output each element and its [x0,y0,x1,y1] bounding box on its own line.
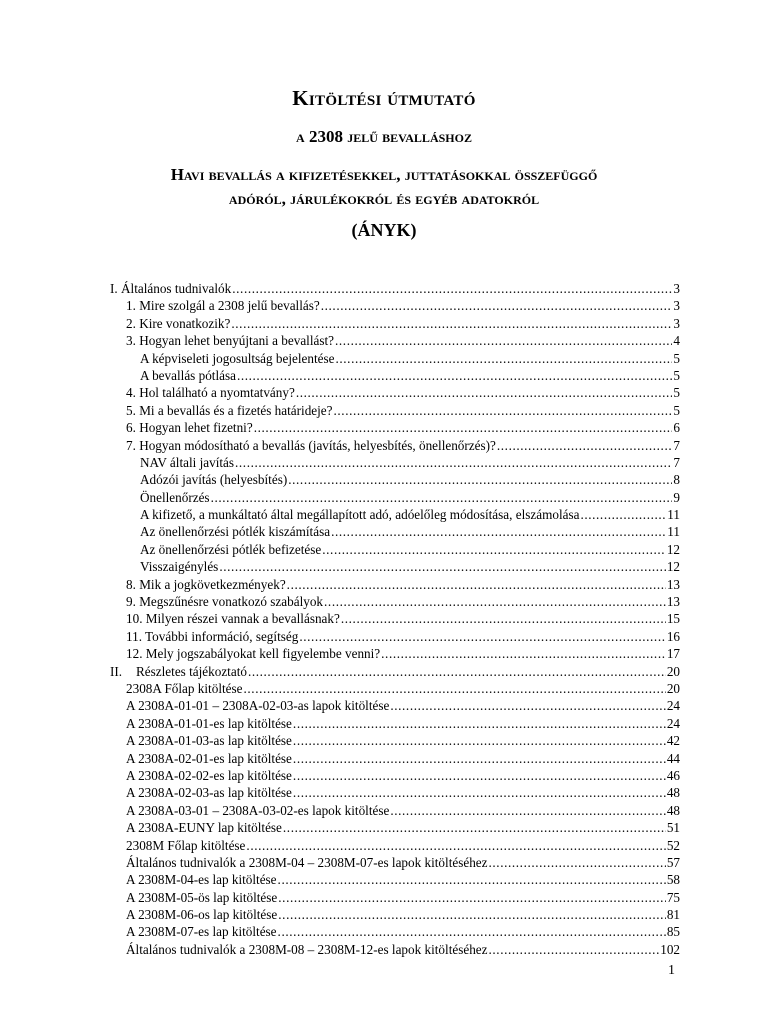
toc-entry-label: 8. Mik a jogkövetkezmények? [126,576,286,592]
toc-dot-leader [244,680,666,697]
toc-entry-page: 8 [673,472,680,488]
toc-entry-label: 2. Kire vonatkozik? [126,315,231,331]
toc-entry[interactable] [110,923,680,940]
toc-entry-label: 4. Hol található a nyomtatvány? [126,385,295,401]
toc-dot-leader [278,923,666,940]
toc-entry[interactable] [110,871,680,888]
toc-dot-leader [335,332,672,349]
toc-entry[interactable] [110,854,680,871]
toc-dot-leader [331,523,666,540]
toc-entry[interactable] [110,750,680,767]
toc-entry[interactable] [110,715,680,732]
toc-dot-leader [219,558,665,575]
toc-entry-label: A 2308M-04-es lap kitöltése [126,872,277,888]
toc-entry-page: 48 [666,802,680,818]
toc-entry-page: 12 [666,541,680,557]
toc-entry[interactable] [110,350,680,367]
toc-dot-leader [335,350,672,367]
toc-entry-label: A 2308A-EUNY lap kitöltése [126,820,282,836]
toc-entry-label: Részletes tájékoztató [136,663,247,679]
toc-dot-leader [580,506,666,523]
toc-entry-page: 42 [666,733,680,749]
toc-entry[interactable] [110,315,680,332]
toc-entry-page: 3 [673,315,680,331]
toc-entry-page: 57 [666,854,680,870]
toc-entry-label: 12. Mely jogszabályokat kell figyelembe venni? [126,646,381,662]
toc-entry-label: Általános tudnivalók a 2308M-08 – 2308M-12-es lapok kitöltéséhez [126,941,488,957]
toc-dot-leader [293,732,666,749]
toc-dot-leader [287,576,666,593]
toc-entry-label: A 2308M-07-es lap kitöltése [126,924,277,940]
toc-entry-page: 17 [666,646,680,662]
toc-dot-leader [232,280,672,297]
toc-entry-page: 13 [666,594,680,610]
toc-dot-leader [278,871,666,888]
toc-entry-label: NAV általi javítás [140,454,235,470]
toc-entry-page: 51 [666,820,680,836]
toc-entry[interactable] [110,680,680,697]
toc-dot-leader [324,593,666,610]
toc-entry-label: A 2308A-01-01 – 2308A-02-03-as lapok kitöltése [126,698,390,714]
toc-dot-leader [278,889,666,906]
toc-entry-label: 2308A Főlap kitöltése [126,680,243,696]
toc-dot-leader [293,767,666,784]
toc-entry-label: A 2308M-06-os lap kitöltése [126,907,278,923]
toc-entry[interactable] [110,732,680,749]
toc-entry-label: A 2308A-01-03-as lap kitöltése [126,733,292,749]
toc-entry[interactable] [110,576,680,593]
toc-entry-page: 5 [673,385,680,401]
toc-entry-page: 3 [673,298,680,314]
toc-entry-page: 15 [666,611,680,627]
toc-entry[interactable] [110,663,680,680]
toc-entry-page: 9 [673,489,680,505]
toc-entry[interactable] [110,837,680,854]
page-number: 1 [668,963,675,978]
toc-dot-leader [390,697,665,714]
toc-entry-label: Általános tudnivalók [121,281,232,296]
toc-entry[interactable] [110,384,680,401]
toc-entry-page: 20 [666,680,680,696]
toc-entry-page: 5 [673,402,680,418]
document-title: Kitöltési útmutató [292,86,476,110]
toc-dot-leader [254,419,673,436]
toc-entry[interactable] [110,819,680,836]
toc-entry-page: 24 [666,698,680,714]
toc-entry[interactable] [110,402,680,419]
toc-entry-page: 81 [666,907,680,923]
toc-entry-label: Az önellenőrzési pótlék kiszámítása [140,524,331,540]
toc-entry-label: 11. További információ, segítség [126,628,299,644]
toc-dot-leader [248,663,666,680]
toc-entry-number: I. [110,281,118,296]
toc-entry-label: 5. Mi a bevallás és a fizetés határideje? [126,402,333,418]
toc-entry[interactable] [110,367,680,384]
toc-entry[interactable] [110,489,680,506]
toc-entry-label: A 2308A-02-02-es lap kitöltése [126,767,292,783]
toc-entry-page: 44 [666,750,680,766]
toc-entry-label: A 2308A-02-03-as lap kitöltése [126,785,292,801]
toc-entry-label: 1. Mire szolgál a 2308 jelű bevallás? [126,298,320,314]
toc-entry[interactable] [110,802,680,819]
toc-entry[interactable] [110,558,680,575]
toc-entry-page: 6 [673,420,680,436]
toc-entry[interactable] [110,454,680,471]
toc-entry[interactable] [110,280,680,297]
toc-entry[interactable] [110,628,680,645]
toc-entry-page: 20 [666,663,680,679]
toc-dot-leader [322,541,666,558]
toc-entry-page: 75 [666,889,680,905]
toc-entry[interactable] [110,523,680,540]
document-heading-line1: Havi bevallás a kifizetésekkel, juttatásokkal összefüggő [170,165,598,184]
toc-entry-label: Adózói javítás (helyesbítés) [140,472,288,488]
document-subtitle: a 2308 jelű bevalláshoz [296,127,472,146]
toc-dot-leader [293,784,666,801]
toc-entry[interactable] [110,906,680,923]
toc-dot-leader [237,367,672,384]
toc-entry-page: 11 [667,507,680,523]
toc-entry[interactable] [110,332,680,349]
toc-dot-leader [321,297,673,314]
toc-entry-page: 102 [660,941,680,957]
toc-entry-label: Visszaigénylés [140,559,219,575]
toc-dot-leader [390,802,665,819]
document-heading-line2: adóról, járulékokról és egyéb adatokról [228,189,540,208]
toc-entry[interactable] [110,471,680,488]
toc-entry-label: A képviseleti jogosultság bejelentése [140,350,335,366]
toc-entry-label: A kifizető, a munkáltató által megállapított adó, adóelőleg módosítása, elszámolása [140,507,580,523]
toc-entry[interactable] [110,541,680,558]
toc-entry[interactable] [110,593,680,610]
toc-entry-page: 16 [666,628,680,644]
toc-dot-leader [288,471,672,488]
toc-dot-leader [283,819,666,836]
toc-entry-page: 13 [666,576,680,592]
toc-dot-leader [231,315,672,332]
toc-dot-leader [489,941,660,958]
toc-entry[interactable] [110,506,680,523]
toc-entry-page: 5 [673,350,680,366]
toc-entry[interactable] [110,645,680,662]
toc-entry-label: 3. Hogyan lehet benyújtani a bevallást? [126,333,334,349]
toc-entry-label: Önellenőrzés [140,489,210,505]
toc-entry-label: 2308M Főlap kitöltése [126,837,246,853]
toc-entry-label: 9. Megszűnésre vonatkozó szabályok [126,594,324,610]
toc-entry[interactable] [110,697,680,714]
table-of-contents [110,280,680,958]
toc-dot-leader [235,454,672,471]
toc-entry-label: A 2308A-03-01 – 2308A-03-02-es lapok kitöltése [126,802,390,818]
toc-entry-page: 58 [666,872,680,888]
toc-dot-leader [489,854,666,871]
toc-dot-leader [246,837,665,854]
toc-entry-page: 85 [666,924,680,940]
toc-dot-leader [278,906,666,923]
toc-entry[interactable] [110,889,680,906]
toc-entry[interactable] [110,419,680,436]
toc-dot-leader [293,750,666,767]
document-tag: (ÁNYK) [351,220,417,240]
toc-entry-page: 24 [666,715,680,731]
toc-dot-leader [341,610,666,627]
toc-entry-label: Az önellenőrzési pótlék befizetése [140,541,322,557]
toc-entry-page: 48 [666,785,680,801]
toc-dot-leader [381,645,666,662]
toc-entry-page: 5 [673,367,680,383]
toc-entry-label: 6. Hogyan lehet fizetni? [126,420,253,436]
toc-entry[interactable] [110,784,680,801]
toc-entry-label: 10. Milyen részei vannak a bevallásnak? [126,611,340,627]
toc-entry-label: 7. Hogyan módosítható a bevallás (javítás, helyesbítés, önellenőrzés)? [126,437,496,453]
toc-dot-leader [497,437,673,454]
toc-entry[interactable] [110,610,680,627]
toc-dot-leader [296,384,673,401]
toc-entry-label: A bevallás pótlása [140,367,236,383]
toc-entry-page: 7 [673,437,680,453]
toc-entry-page: 4 [673,333,680,349]
toc-entry-label: A 2308M-05-ös lap kitöltése [126,889,278,905]
document-heading [0,163,768,211]
toc-dot-leader [334,402,673,419]
toc-entry-page: 11 [667,524,680,540]
toc-entry-page: 12 [666,559,680,575]
toc-dot-leader [293,715,666,732]
toc-dot-leader [299,628,666,645]
toc-entry-label: Általános tudnivalók a 2308M-04 – 2308M-07-es lapok kitöltéséhez [126,854,488,870]
toc-entry-page: 3 [673,281,680,296]
toc-entry-label: A 2308A-02-01-es lap kitöltése [126,750,292,766]
toc-dot-leader [211,489,673,506]
toc-entry[interactable] [110,297,680,314]
toc-entry-page: 52 [666,837,680,853]
toc-entry[interactable] [110,767,680,784]
toc-entry[interactable] [110,437,680,454]
toc-entry-page: 46 [666,767,680,783]
toc-entry-page: 7 [673,454,680,470]
toc-entry-number: II. [110,663,123,679]
toc-entry-label: A 2308A-01-01-es lap kitöltése [126,715,292,731]
toc-entry[interactable] [110,941,680,958]
